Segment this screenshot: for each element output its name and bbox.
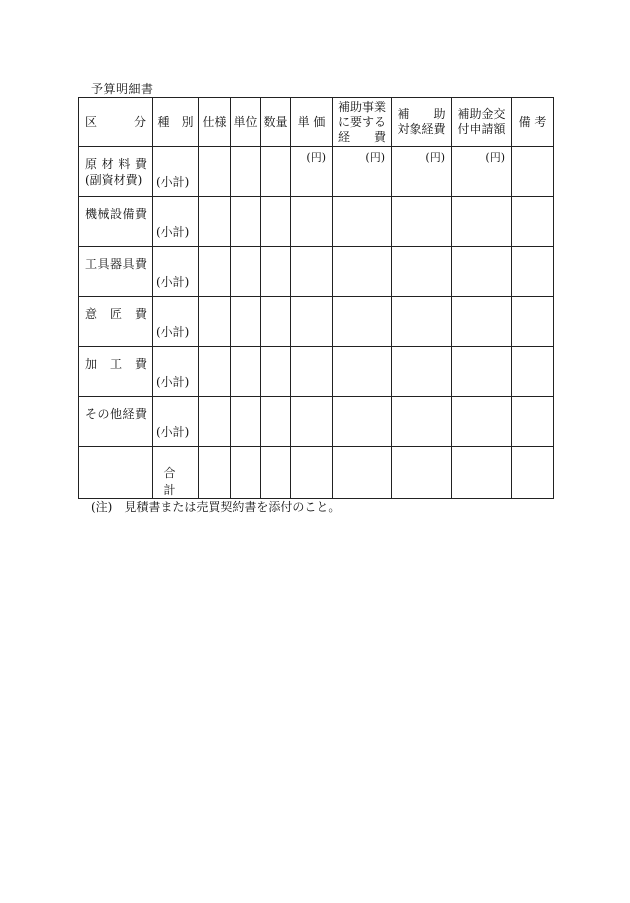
jigyo-keihi-cell[interactable] (333, 247, 392, 297)
shiyo-cell[interactable] (199, 147, 231, 197)
suryo-cell[interactable] (261, 447, 291, 499)
category-label: 意匠費 (85, 307, 147, 321)
jigyo-keihi-cell[interactable] (333, 347, 392, 397)
shiyo-cell[interactable] (199, 347, 231, 397)
category-cell (79, 397, 153, 447)
header-suryo: 数量 (261, 98, 291, 147)
tanka-cell[interactable] (291, 247, 333, 297)
subtotal-label: (小計) (156, 275, 190, 289)
suryo-cell[interactable] (261, 197, 291, 247)
tanka-cell[interactable] (291, 347, 333, 397)
total-label: 合 計 (153, 447, 199, 499)
footnote (91, 498, 340, 515)
header-row (79, 98, 554, 147)
biko-cell[interactable] (512, 397, 554, 447)
category-cell (79, 147, 153, 197)
kofu-shinsei-cell[interactable] (452, 397, 512, 447)
shiyo-cell[interactable] (199, 297, 231, 347)
kofu-shinsei-cell[interactable] (452, 347, 512, 397)
category-label: 機械設備費 (85, 207, 147, 221)
table-row (79, 147, 554, 197)
biko-cell[interactable] (512, 347, 554, 397)
category-label: 原材料費 (85, 157, 147, 171)
shubetsu-cell[interactable] (153, 197, 199, 247)
taisho-keihi-cell[interactable] (392, 447, 452, 499)
header-tani: 単位 (231, 98, 261, 147)
biko-cell[interactable] (512, 197, 554, 247)
category-cell (79, 297, 153, 347)
taisho-keihi-cell[interactable] (392, 397, 452, 447)
footnote-prefix: (注) (91, 500, 113, 514)
biko-cell[interactable] (512, 297, 554, 347)
kofu-shinsei-cell[interactable] (452, 197, 512, 247)
header-kofu-shinsei-line1: 補助金交 (457, 107, 506, 121)
header-shubetsu: 種 別 (153, 98, 199, 147)
kofu-shinsei-cell[interactable] (452, 147, 512, 197)
shubetsu-cell[interactable] (153, 147, 199, 197)
footnote-text: 見積書または売買契約書を添付のこと。 (124, 500, 341, 514)
tani-cell[interactable] (231, 147, 261, 197)
tanka-cell[interactable] (291, 297, 333, 347)
suryo-cell[interactable] (261, 247, 291, 297)
biko-cell[interactable] (512, 247, 554, 297)
kofu-shinsei-cell[interactable] (452, 447, 512, 499)
shubetsu-cell[interactable] (153, 397, 199, 447)
header-tanka: 単 価 (291, 98, 333, 147)
unit-label: (円) (306, 151, 326, 164)
tanka-cell[interactable] (291, 197, 333, 247)
tani-cell[interactable] (231, 447, 261, 499)
category-cell (79, 247, 153, 297)
page-title: 予算明細書 (91, 82, 154, 96)
jigyo-keihi-cell[interactable] (333, 447, 392, 499)
header-jigyo-keihi-line1: 補助事業 (337, 99, 386, 114)
unit-label: (円) (485, 151, 505, 164)
shubetsu-cell[interactable] (153, 297, 199, 347)
shiyo-cell[interactable] (199, 447, 231, 499)
shiyo-cell[interactable] (199, 247, 231, 297)
table-row (79, 247, 554, 297)
taisho-keihi-cell[interactable] (392, 197, 452, 247)
tani-cell[interactable] (231, 397, 261, 447)
biko-cell[interactable] (512, 147, 554, 197)
category-label: 工具器具費 (85, 257, 147, 271)
taisho-keihi-cell[interactable] (392, 247, 452, 297)
header-jigyo-keihi (333, 98, 392, 147)
table-row (79, 197, 554, 247)
tani-cell[interactable] (231, 247, 261, 297)
subtotal-label: (小計) (156, 375, 190, 389)
taisho-keihi-cell[interactable] (392, 347, 452, 397)
table-row (79, 347, 554, 397)
suryo-cell[interactable] (261, 147, 291, 197)
category-label: 加工費 (85, 357, 147, 371)
header-taisho-keihi-line2: 対象経費 (397, 122, 446, 136)
total-category-cell (79, 447, 153, 499)
tani-cell[interactable] (231, 197, 261, 247)
kofu-shinsei-cell[interactable] (452, 297, 512, 347)
table-row (79, 397, 554, 447)
subtotal-label: (小計) (156, 325, 190, 339)
subtotal-label: (小計) (156, 425, 190, 439)
shubetsu-cell[interactable] (153, 347, 199, 397)
jigyo-keihi-cell[interactable] (333, 147, 392, 197)
tani-cell[interactable] (231, 297, 261, 347)
header-kofu-shinsei-line2: 付申請額 (457, 122, 506, 136)
unit-label: (円) (365, 151, 385, 164)
header-taisho-keihi (392, 98, 452, 147)
taisho-keihi-cell[interactable] (392, 297, 452, 347)
header-jigyo-keihi-line2: に要する (337, 114, 386, 129)
tanka-cell[interactable] (291, 147, 333, 197)
taisho-keihi-cell[interactable] (392, 147, 452, 197)
header-kofu-shinsei (452, 98, 512, 147)
budget-table (78, 97, 554, 499)
jigyo-keihi-cell[interactable] (333, 297, 392, 347)
header-taisho-keihi-line1: 補 助 (397, 107, 446, 121)
jigyo-keihi-cell[interactable] (333, 197, 392, 247)
tanka-cell[interactable] (291, 397, 333, 447)
unit-label: (円) (425, 151, 445, 164)
tani-cell[interactable] (231, 347, 261, 397)
total-row (79, 447, 554, 499)
category-sublabel: (副資材費) (85, 173, 143, 187)
biko-cell[interactable] (512, 447, 554, 499)
table-row (79, 297, 554, 347)
subtotal-label: (小計) (156, 175, 190, 189)
shiyo-cell[interactable] (199, 197, 231, 247)
header-jigyo-keihi-line3: 経 費 (337, 129, 386, 144)
header-kubun: 区 分 (79, 98, 153, 147)
shubetsu-cell[interactable] (153, 247, 199, 297)
category-cell (79, 197, 153, 247)
category-label: その他経費 (85, 407, 147, 421)
suryo-cell[interactable] (261, 297, 291, 347)
subtotal-label: (小計) (156, 225, 190, 239)
jigyo-keihi-cell[interactable] (333, 397, 392, 447)
category-cell (79, 347, 153, 397)
tanka-cell[interactable] (291, 447, 333, 499)
header-biko: 備 考 (512, 98, 554, 147)
kofu-shinsei-cell[interactable] (452, 247, 512, 297)
suryo-cell[interactable] (261, 397, 291, 447)
header-shiyo: 仕様 (199, 98, 231, 147)
suryo-cell[interactable] (261, 347, 291, 397)
shiyo-cell[interactable] (199, 397, 231, 447)
